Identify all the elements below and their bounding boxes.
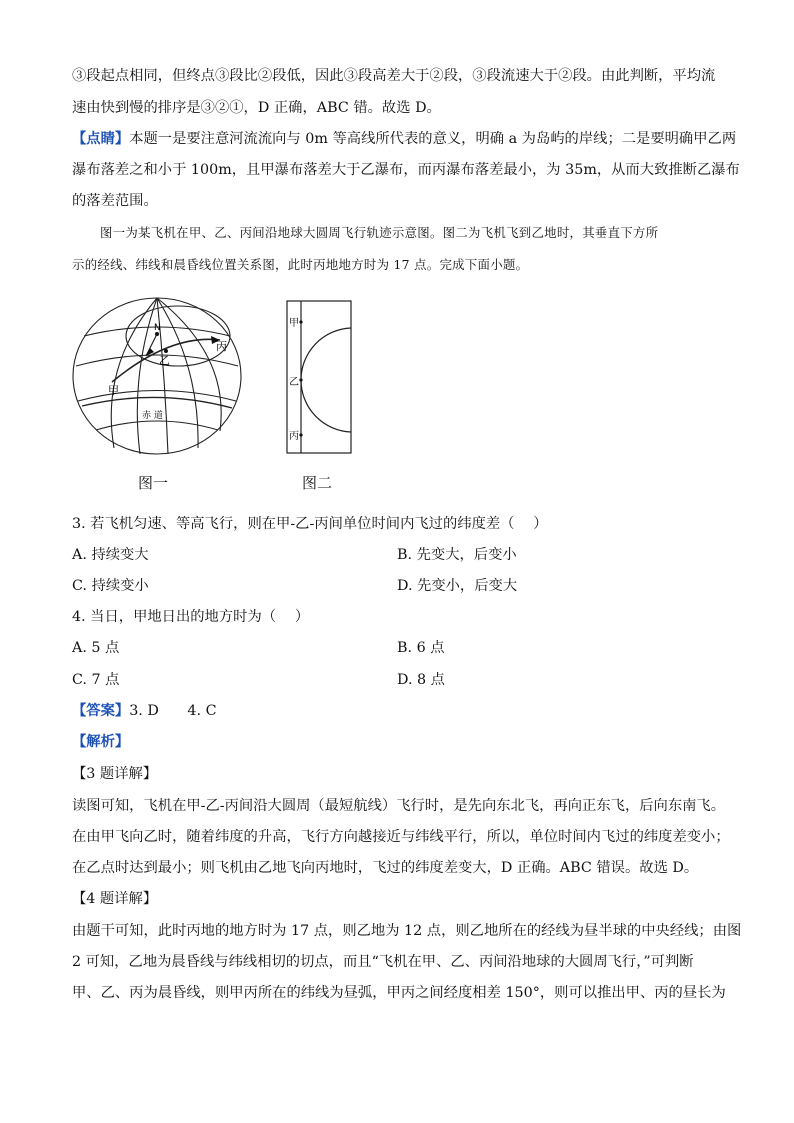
analysis-tag: 【解析】 <box>72 734 130 750</box>
q3-detail-line: 在由甲飞向乙时，随着纬度的升高，飞行方向越接近与纬线平行，所以，单位时间内飞过的纬度差变小； <box>72 829 730 845</box>
q4-detail-line: 2 可知，乙地为晨昏线与纬线相切的切点，而且“飞机在甲、乙、丙间沿地球的大圆周飞行，”可判断 <box>72 954 694 970</box>
text-line: 速由快到慢的排序是③②①，D 正确，ABC 错。故选 D。 <box>72 100 441 116</box>
answer-line <box>72 701 217 721</box>
q4-detail-line: 甲、乙、丙为晨昏线，则甲丙所在的纬线为昼弧，甲丙之间经度相差 150°，则可以推出甲、丙的昼长为 <box>72 985 726 1001</box>
q4-option-d: D. 8 点 <box>397 672 445 688</box>
q4-option-b: B. 6 点 <box>397 640 445 656</box>
answer-tag: 【答案】 <box>72 703 130 719</box>
question-4-stem: 4. 当日，甲地日出的地方时为（ ） <box>72 609 310 625</box>
q3-option-a: A. 持续变大 <box>72 547 149 563</box>
point-yi <box>164 349 168 353</box>
tip-text: 本题一是要注意河流流向与 0m 等高线所代表的意义，明确 a 为岛屿的岸线；二是要明确甲乙两 <box>129 131 737 147</box>
q4-detail-line: 由题干可知，此时丙地的地方时为 17 点，则乙地为 12 点，则乙地所在的经线为昼半球的中央经线；由图 <box>72 923 742 939</box>
label-jia: 甲 <box>108 384 119 397</box>
q3-option-b: B. 先变大，后变小 <box>397 547 517 563</box>
label-equator: 赤 道 <box>142 411 163 421</box>
q4-detail-tag: 【4 题详解】 <box>72 891 158 907</box>
text-line: 的落差范围。 <box>72 193 158 209</box>
intro-line: 示的经线、纬线和晨昏线位置关系图，此时丙地地方时为 17 点。完成下面小题。 <box>72 257 529 272</box>
label-bing: 丙 <box>289 431 299 442</box>
tip-tag: 【点睛】 <box>72 131 130 147</box>
tip-line <box>72 129 736 149</box>
text-line: 瀑布落差之和小于 100m，且甲瀑布落差大于乙瀑布，而丙瀑布落差最小，为 35m，从而大致推断乙瀑布 <box>72 162 740 178</box>
question-3-stem: 3. 若飞机匀速、等高飞行，则在甲-乙-丙间单位时间内飞过的纬度差（ ） <box>72 516 548 532</box>
q4-option-c: C. 7 点 <box>72 672 120 688</box>
figure-terminator <box>285 300 355 456</box>
label-yi: 乙 <box>159 354 170 367</box>
q3-option-c: C. 持续变小 <box>72 578 149 594</box>
q3-detail-line: 读图可知，飞机在甲-乙-丙间沿大圆周（最短航线）飞行时，是先向东北飞，再向正东飞，后向东南飞。 <box>72 798 726 814</box>
figure-globe <box>70 296 245 458</box>
text-line: ③段起点相同，但终点③段比②段低，因此③段高差大于②段，③段流速大于②段。由此判断，平均流 <box>72 68 716 84</box>
q3-option-d: D. 先变小，后变大 <box>397 578 518 594</box>
label-yi: 乙 <box>289 377 299 388</box>
answer-text: 3. D 4. C <box>129 703 217 719</box>
label-jia: 甲 <box>289 318 299 329</box>
figure1-caption: 图一 <box>138 474 169 492</box>
q4-option-a: A. 5 点 <box>72 640 120 656</box>
label-bing: 丙 <box>216 340 227 353</box>
q3-detail-line: 在乙点时达到最小；则飞机由乙地飞向丙地时，飞过的纬度差变大，D 正确。ABC 错误。故选 D。 <box>72 860 699 876</box>
terminator-arc <box>301 328 351 432</box>
label-north: N <box>154 323 161 333</box>
q3-detail-tag: 【3 题详解】 <box>72 766 158 782</box>
intro-line: 图一为某飞机在甲、乙、丙间沿地球大圆周飞行轨迹示意图。图二为飞机飞到乙地时，其垂直下方所 <box>100 225 659 240</box>
figure2-caption: 图二 <box>302 474 333 492</box>
